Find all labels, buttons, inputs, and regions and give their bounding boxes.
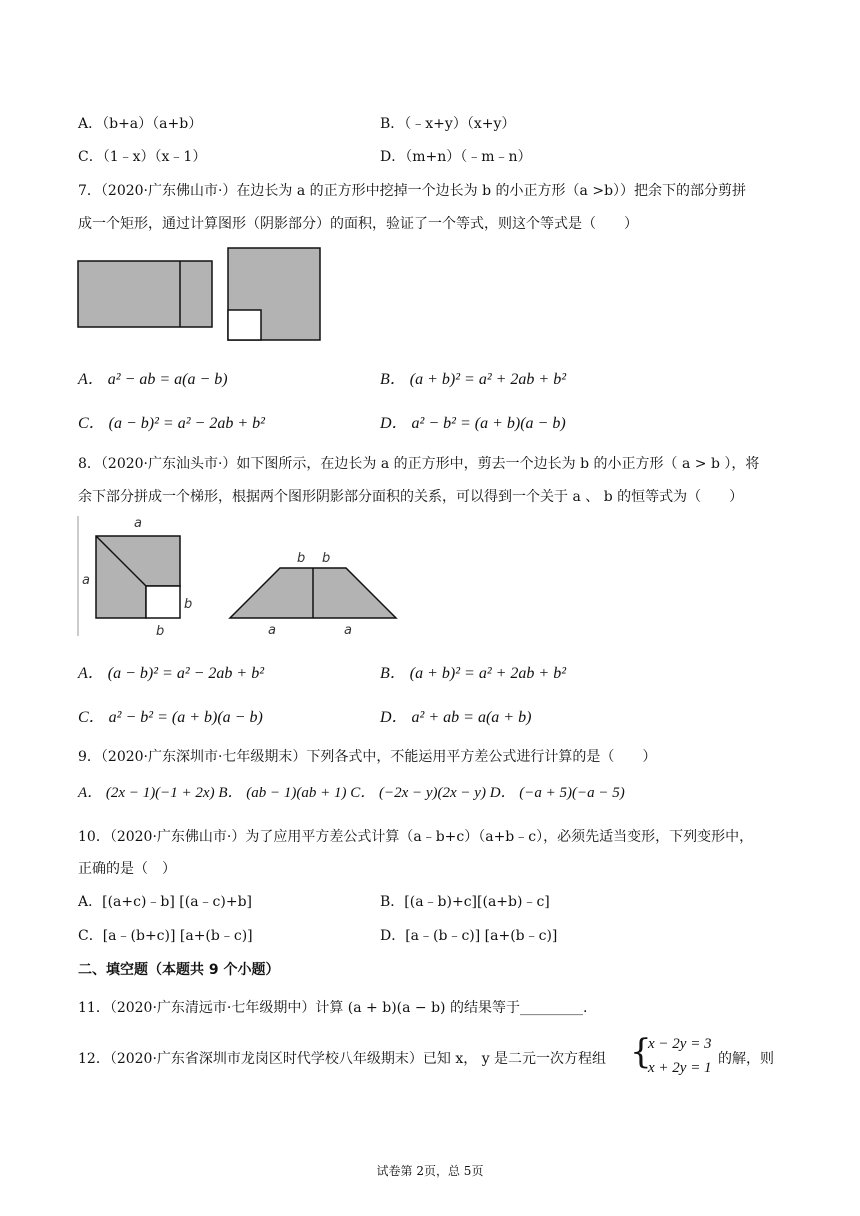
q7-stem-line1: 7．（2020·广东佛山市·）在边长为 a 的正方形中挖掉一个边长为 b 的小正方形（a >b））把余下的部分剪拼 [78,183,747,199]
q8-label-bottom-b: b [156,624,165,639]
q8-option-a: A． (a − b)² = a² − 2ab + b² [78,665,265,682]
q7-option-d: D． a² − b² = (a + b)(a − b) [380,415,566,432]
q10-option-d: D．[a﹣(b﹣c)] [a+(b﹣c)] [380,928,558,944]
q8-option-b: B． (a + b)² = a² + 2ab + b² [380,665,567,682]
q7-option-c: C． (a − b)² = a² − 2ab + b² [78,415,265,432]
q7-option-a: A． a² − ab = a(a − b) [78,371,228,388]
q8-label-trap-top-b2: b [322,551,331,566]
q8-option-d: D． a² + ab = a(a + b) [380,709,532,726]
q7-stem-line2: 成一个矩形，通过计算图形（阴影部分）的面积，验证了一个等式，则这个等式是（ ） [78,216,638,232]
q8-label-right-b: b [184,597,193,612]
q9-options: A． (2x − 1)(−1 + 2x) B． (ab − 1)(ab + 1) C． (−2x − y)(2x − y) D． (−a + 5)(−a − 5) [78,785,625,801]
q10-stem-line1: 10．（2020·广东佛山市·）为了应用平方差公式计算（a﹣b+c）（a+b﹣c），必须先适当变形，下列变形中， [78,829,754,845]
q12-equation-2: x + 2y = 1 [648,1060,712,1076]
q7-option-b: B． (a + b)² = a² + 2ab + b² [380,371,567,388]
q10-option-b: B．[(a﹣b)+c][(a+b)﹣c] [380,894,550,910]
q6-option-d: D．（m+n）（﹣m﹣n） [380,149,532,165]
q6-option-a: A．（b+a）（a+b） [78,116,203,132]
q12-brace: { [630,1032,652,1072]
q7-small-square [228,310,261,340]
q8-label-trap-bottom-a1: a [268,623,276,638]
q8-small-square [146,586,180,618]
page-footer: 试卷第 2页，总 5页 [376,1164,484,1178]
q8-stem-line1: 8．（2020·广东汕头市·）如下图所示，在边长为 a 的正方形中，剪去一个边长为 b 的小正方形（ a > b ），将 [78,456,760,472]
q8-label-trap-bottom-a2: a [344,623,352,638]
q8-stem-line2: 余下部分拼成一个梯形，根据两个图形阴影部分面积的关系，可以得到一个关于 a 、 b 的恒等式为（ ） [78,489,744,505]
q8-label-left-a: a [82,573,90,588]
q9-stem: 9．（2020·广东深圳市·七年级期末）下列各式中，不能运用平方差公式进行计算的是（ ） [78,749,657,765]
q11-stem: 11．（2020·广东清远市·七年级期中）计算 (a + b)(a − b) 的结果等于_________. [78,1000,588,1016]
q7-figure [70,243,330,343]
q8-label-trap-top-b1: b [297,551,306,566]
q10-option-c: C．[a﹣(b+c)] [a+(b﹣c)] [78,928,253,944]
q8-label-top-a: a [134,516,142,531]
section-heading-fill-in: 二、填空题（本题共 9 个小题） [78,962,280,978]
q12-stem: 12．（2020·广东省深圳市龙岗区时代学校八年级期末）已知 x， y 是二元一次方程组 [78,1051,607,1067]
q6-option-c: C．（1﹣x）（x﹣1） [78,149,207,165]
q12-equation-1: x − 2y = 3 [648,1036,712,1052]
q8-figure [72,512,412,642]
q6-option-b: B．（﹣x+y）（x+y） [380,116,516,132]
q7-rectangle [78,261,212,327]
q10-option-a: A．[(a+c)﹣b] [(a﹣c)+b] [78,894,253,910]
q12-stem-tail: 的解，则 [718,1051,774,1067]
q8-option-c: C． a² − b² = (a + b)(a − b) [78,709,263,726]
q10-stem-line2: 正确的是（ ） [78,861,176,877]
